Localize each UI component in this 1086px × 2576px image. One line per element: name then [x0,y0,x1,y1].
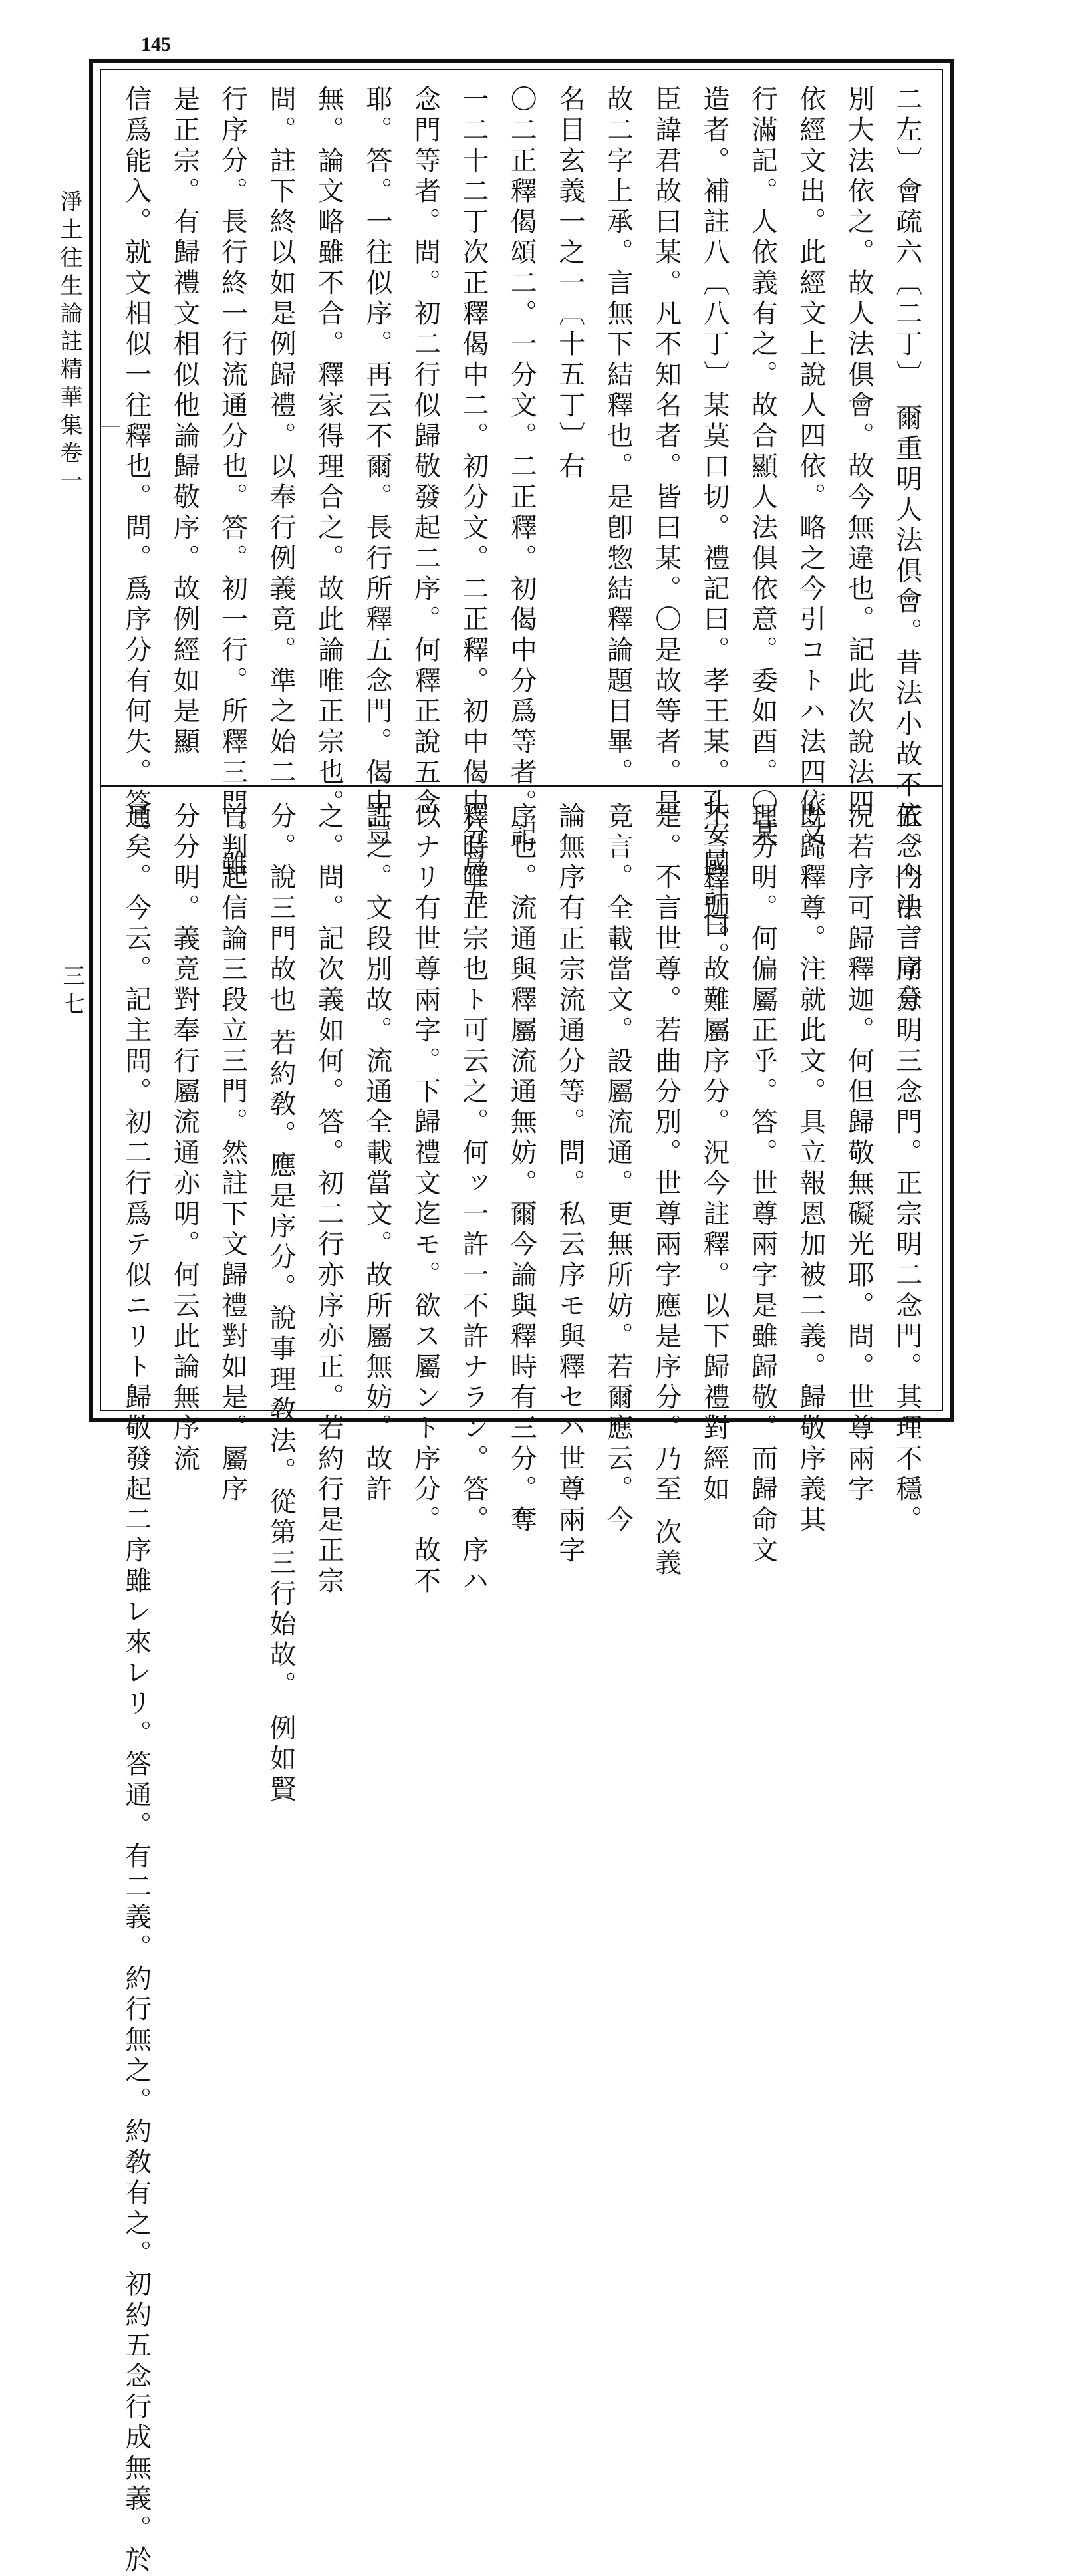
text-column: 既歸釋尊。注就此文。具立報恩加被二義。歸敬序義其 [795,802,826,1536]
running-title: 淨土往生論註精華集卷一 [56,190,82,497]
text-column: 竟言。全載當文。設屬流通。更無所妨。若爾應云。今 [603,802,634,1536]
text-column: 通矣。今云。記主問。初二行爲テ似ニリト歸敬發起二序雖レ來レリ。答通。有二義。約行無之。約敎有之。初約五念行成無義。於 [120,802,152,2576]
text-column: 耶。答。一往似序。再云不爾。長行所釋五念門。偈中豈 [361,85,392,850]
text-column: 首判起信論三段立三門。然註下文歸禮對如是。屬序 [217,802,248,1505]
text-column: 念門等者。問。初二行似歸敬發起二序。何釋正說五念 [410,85,441,819]
text-column: 〇二正釋偈頌二。一分文。二正釋。初偈中分爲等者。記 [506,85,537,850]
text-column: 臣諱君故曰某。凡不知名者。皆曰某。〇是故等者。是 [650,85,682,819]
bottom-text-block [117,802,926,2576]
text-column: 二左〕會疏六〔二丁〕 爾重明人法俱會。昔法小故不依。今法言同意 [891,85,922,1015]
text-column: 行滿記。人依義有之。故合顯人法俱依意。委如酉。〇某 [747,85,778,850]
text-column: 是。不言世尊。若曲分別。世尊兩字應是序分。乃至 次義 [650,802,682,1579]
text-column: 名目玄義一之一〔十五丁〕右 [554,85,585,483]
text-column: 無。論文略雖不合。釋家得理合之。故此論唯正宗也。 [313,85,344,819]
text-column: 問。註下終以如是例歸禮。以奉行例義竟。準之始二 [265,85,297,789]
text-column: 依經文出。此經文上說人四依。略之今引コトハ法四依文。 [795,85,826,880]
text-column: 信爲能入。就文相似一往釋也。問。爲序分有何失。答。 [120,85,152,850]
text-column: 況若序可歸釋迦。何但歸敬無礙光耶。問。世尊兩字 [843,802,875,1505]
text-column: 五念門中。序分明三念門。正宗明二念門。其理不穩。 [891,802,922,1536]
top-text-block [117,85,926,1015]
folio-number: 三七 [59,964,85,1020]
page-frame-inner [100,69,943,2576]
text-column: 造者。補註八〔八丁〕某莫口切。禮記曰。孝王某。孔安國註曰。 [699,85,730,972]
text-column: 分分明。義竟對奉行屬流通亦明。何云此論無序流 [169,802,200,1475]
text-column: 論無序有正宗流通分等。問。私云序モ與釋セハ世尊兩字 [554,802,585,1567]
text-column: 理分明。何偏屬正乎。答。世尊兩字是雖歸敬。而歸命文 [747,802,778,1567]
text-column: 一二十二丁次正釋偈中二。初分文。二正釋。初中偈中分爲五 [458,85,489,911]
text-column: 釋時唯正宗也ト可云之。何ッ一許一不許ナラン。答。序ハ [458,802,489,1597]
text-column: 許之。文段別故。流通全載當文。故所屬無妨。故許 [361,802,392,1505]
text-column: 序也。流通與釋屬流通無妨。爾今論與釋時有三分。奪 [506,802,537,1536]
text-column: 分。說三門故也 若約敎。應是序分。說事理敎法。從第三行始故。 例如賢 [265,802,297,1806]
text-column: 行序分。長行終一行流通分也。答。初一行。所釋三門。雖 [217,85,248,880]
text-column: 別大法依之。故人法俱會。故今無違也。記此次說法四 [843,85,875,819]
half-divider [101,785,942,787]
text-column: 故二字上承。言無下結釋也。是卽惣結釋論題目畢。 [603,85,634,789]
page-frame [89,59,954,2576]
text-column: 是正宗。有歸禮文相似他論歸敬序。故例經如是顯 [169,85,200,758]
text-column: 不言釋迦。故難屬序分。況今註釋。以下歸禮對經如 [699,802,730,1505]
text-column: 以ナリ有世尊兩字。下歸禮文迄モ。欲ス屬ント序分。故不 [410,802,441,1597]
page-number: 145 [141,33,171,55]
text-column: 之。問。記次義如何。答。初二行亦序亦正。若約行是正宗 [313,802,344,1597]
